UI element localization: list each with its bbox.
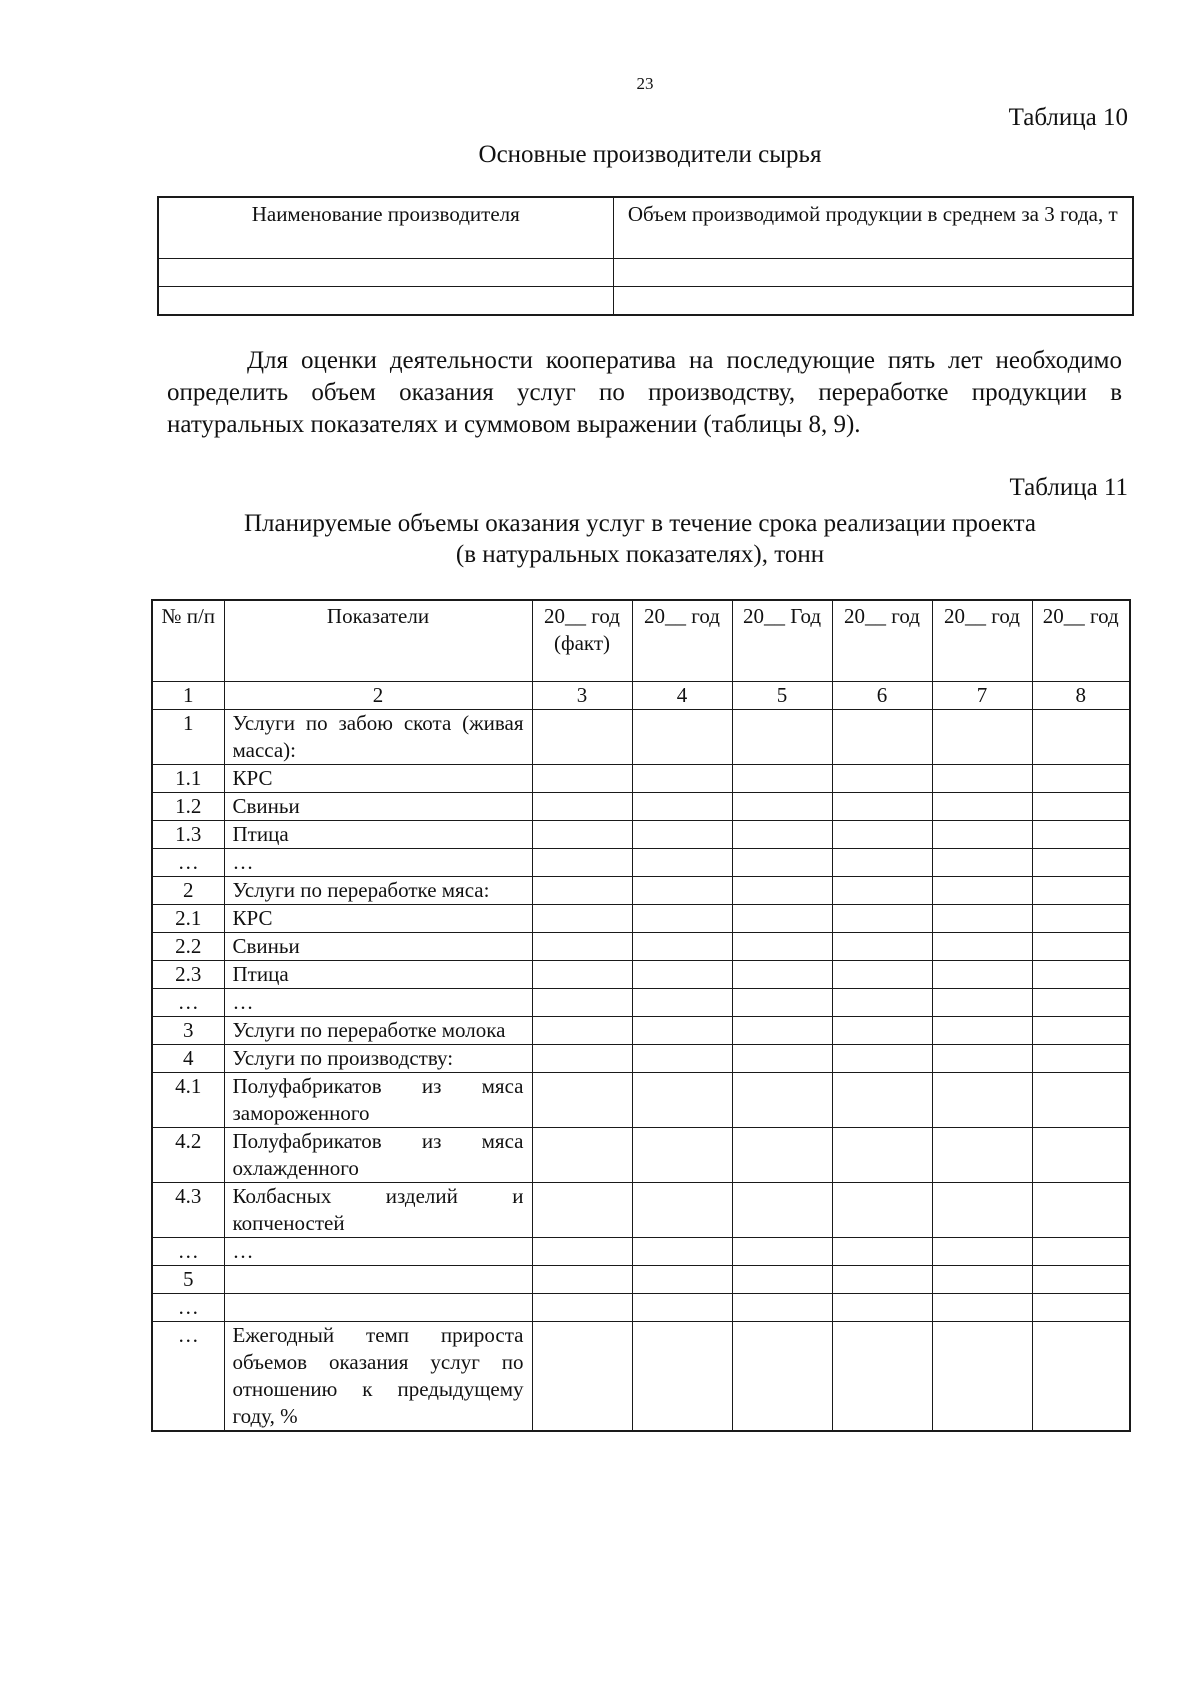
row-number-cell: 4.1 [152, 1073, 224, 1128]
table-10-empty-cell [613, 259, 1133, 287]
table-10-empty-cell [158, 259, 613, 287]
table-row [152, 1017, 1130, 1045]
row-value-cell [732, 710, 832, 765]
row-value-cell [532, 710, 632, 765]
row-value-cell [532, 1045, 632, 1073]
table-row [152, 1322, 1130, 1432]
table-11-column-number-row [152, 682, 1130, 710]
row-value-cell [632, 1045, 732, 1073]
column-number-cell: 5 [732, 682, 832, 710]
row-number-cell: 4.3 [152, 1183, 224, 1238]
column-number-cell: 3 [532, 682, 632, 710]
row-value-cell [1032, 1045, 1130, 1073]
row-value-cell [932, 961, 1032, 989]
row-value-cell [932, 1322, 1032, 1432]
row-value-cell [632, 793, 732, 821]
row-value-cell [832, 710, 932, 765]
row-value-cell [932, 1017, 1032, 1045]
table-10-empty-row [158, 259, 1133, 287]
row-indicator-cell: Птица [224, 821, 532, 849]
row-value-cell [932, 1266, 1032, 1294]
row-number-cell: … [152, 1322, 224, 1432]
row-indicator-cell: Свиньи [224, 933, 532, 961]
table-11-title [150, 508, 1130, 570]
row-value-cell [832, 793, 932, 821]
row-value-cell [932, 1045, 1032, 1073]
table-10-empty-cell [158, 287, 613, 316]
row-value-cell [1032, 905, 1130, 933]
table-10-empty-cell [613, 287, 1133, 316]
row-number-cell: 2 [152, 877, 224, 905]
row-value-cell [532, 933, 632, 961]
row-value-cell [932, 793, 1032, 821]
header-year-cell: 20__ год [832, 600, 932, 682]
row-value-cell [732, 877, 832, 905]
row-value-cell [632, 1266, 732, 1294]
row-value-cell [632, 877, 732, 905]
row-value-cell [1032, 1017, 1130, 1045]
table-11-header-row [152, 600, 1130, 682]
row-value-cell [532, 821, 632, 849]
table-10-header-cell: Наименование производителя [158, 197, 613, 259]
row-indicator-cell: КРС [224, 905, 532, 933]
row-value-cell [632, 933, 732, 961]
row-indicator-cell: Услуги по переработке мяса: [224, 877, 532, 905]
column-number-cell: 7 [932, 682, 1032, 710]
row-indicator-cell: … [224, 849, 532, 877]
row-value-cell [932, 1238, 1032, 1266]
row-value-cell [632, 1238, 732, 1266]
row-value-cell [932, 905, 1032, 933]
row-value-cell [732, 1238, 832, 1266]
row-indicator-cell: … [224, 989, 532, 1017]
row-indicator-cell: Свиньи [224, 793, 532, 821]
row-value-cell [632, 849, 732, 877]
row-value-cell [532, 989, 632, 1017]
row-value-cell [832, 961, 932, 989]
row-number-cell: … [152, 849, 224, 877]
row-value-cell [832, 849, 932, 877]
table-10-empty-row [158, 287, 1133, 316]
row-value-cell [1032, 849, 1130, 877]
column-number-cell: 4 [632, 682, 732, 710]
row-value-cell [832, 1017, 932, 1045]
table-row [152, 961, 1130, 989]
row-value-cell [832, 1045, 932, 1073]
row-value-cell [932, 933, 1032, 961]
table-row [152, 849, 1130, 877]
row-number-cell: … [152, 1294, 224, 1322]
row-value-cell [632, 1017, 732, 1045]
row-value-cell [832, 821, 932, 849]
table-row [152, 877, 1130, 905]
row-number-cell: 1.3 [152, 821, 224, 849]
table-row [152, 710, 1130, 765]
row-value-cell [832, 1183, 932, 1238]
row-indicator-cell: Услуги по производству: [224, 1045, 532, 1073]
row-value-cell [832, 765, 932, 793]
row-value-cell [832, 1322, 932, 1432]
row-value-cell [532, 1266, 632, 1294]
row-value-cell [732, 765, 832, 793]
row-value-cell [1032, 1238, 1130, 1266]
row-value-cell [932, 989, 1032, 1017]
row-value-cell [632, 765, 732, 793]
row-value-cell [632, 821, 732, 849]
row-value-cell [532, 961, 632, 989]
row-value-cell [532, 1183, 632, 1238]
row-indicator-cell: Услуги по забою скота (живая масса): [224, 710, 532, 765]
row-number-cell: 1.2 [152, 793, 224, 821]
row-value-cell [932, 821, 1032, 849]
table-row [152, 905, 1130, 933]
table-11 [151, 599, 1131, 1432]
row-value-cell [732, 1045, 832, 1073]
row-value-cell [532, 1238, 632, 1266]
row-value-cell [632, 961, 732, 989]
row-value-cell [632, 905, 732, 933]
table-row [152, 1073, 1130, 1128]
row-value-cell [1032, 1183, 1130, 1238]
table-row [152, 1238, 1130, 1266]
page-number: 23 [636, 74, 654, 93]
row-value-cell [732, 821, 832, 849]
row-value-cell [932, 1183, 1032, 1238]
row-value-cell [632, 1073, 732, 1128]
table-row [152, 1183, 1130, 1238]
row-value-cell [732, 1266, 832, 1294]
row-value-cell [732, 793, 832, 821]
row-value-cell [1032, 765, 1130, 793]
row-value-cell [832, 989, 932, 1017]
row-number-cell: … [152, 1238, 224, 1266]
table-11-label: Таблица 11 [1009, 474, 1128, 501]
table-row [152, 1294, 1130, 1322]
table-row [152, 765, 1130, 793]
header-year-cell: 20__ год [932, 600, 1032, 682]
row-indicator-cell: Птица [224, 961, 532, 989]
header-year-cell: 20__ год [1032, 600, 1130, 682]
header-year-cell: 20__ год [632, 600, 732, 682]
table-row [152, 989, 1130, 1017]
table-row [152, 1128, 1130, 1183]
row-indicator-cell: Полуфабрикатов из мяса замороженного [224, 1073, 532, 1128]
row-value-cell [1032, 877, 1130, 905]
row-value-cell [1032, 961, 1130, 989]
row-value-cell [832, 877, 932, 905]
header-year-cell: 20__ год (факт) [532, 600, 632, 682]
row-value-cell [532, 1017, 632, 1045]
row-number-cell: 2.2 [152, 933, 224, 961]
row-indicator-cell: Ежегодный темп прироста объемов оказания услуг по отношению к предыдущему году, % [224, 1322, 532, 1432]
row-number-cell: 1 [152, 710, 224, 765]
column-number-cell: 8 [1032, 682, 1130, 710]
table-row [152, 793, 1130, 821]
row-value-cell [532, 877, 632, 905]
row-value-cell [832, 1238, 932, 1266]
row-value-cell [1032, 710, 1130, 765]
row-value-cell [532, 765, 632, 793]
row-value-cell [1032, 793, 1130, 821]
row-value-cell [732, 1017, 832, 1045]
row-value-cell [1032, 1128, 1130, 1183]
header-indicator-cell: Показатели [224, 600, 532, 682]
row-number-cell: 2.1 [152, 905, 224, 933]
row-value-cell [1032, 821, 1130, 849]
row-value-cell [732, 1294, 832, 1322]
row-value-cell [732, 989, 832, 1017]
header-year-cell: 20__ Год [732, 600, 832, 682]
row-value-cell [932, 1294, 1032, 1322]
table-10-title: Основные производители сырья [478, 141, 822, 168]
row-value-cell [532, 1128, 632, 1183]
row-value-cell [832, 1073, 932, 1128]
row-value-cell [832, 905, 932, 933]
row-value-cell [932, 1073, 1032, 1128]
table-10-header-row [158, 197, 1133, 259]
row-value-cell [732, 1073, 832, 1128]
table-row [152, 1266, 1130, 1294]
row-number-cell: … [152, 989, 224, 1017]
table-11-title-line-1: Планируемые объемы оказания услуг в течение срока реализации проекта [244, 510, 1036, 537]
row-indicator-cell: Колбасных изделий и копченостей [224, 1183, 532, 1238]
row-number-cell: 4 [152, 1045, 224, 1073]
table-10-label: Таблица 10 [1008, 104, 1128, 131]
table-11-title-line-2: (в натуральных показателях), тонн [455, 541, 825, 568]
row-indicator-cell: Услуги по переработке молока [224, 1017, 532, 1045]
row-value-cell [532, 849, 632, 877]
table-10 [157, 196, 1134, 316]
row-number-cell: 2.3 [152, 961, 224, 989]
row-value-cell [632, 1183, 732, 1238]
row-value-cell [1032, 1266, 1130, 1294]
row-value-cell [732, 1183, 832, 1238]
row-value-cell [732, 905, 832, 933]
row-number-cell: 4.2 [152, 1128, 224, 1183]
column-number-cell: 6 [832, 682, 932, 710]
row-number-cell: 3 [152, 1017, 224, 1045]
row-value-cell [832, 1294, 932, 1322]
row-value-cell [932, 849, 1032, 877]
row-value-cell [932, 765, 1032, 793]
row-indicator-cell: Полуфабрикатов из мяса охлажденного [224, 1128, 532, 1183]
row-value-cell [632, 1128, 732, 1183]
row-value-cell [632, 989, 732, 1017]
row-value-cell [832, 933, 932, 961]
row-indicator-cell [224, 1294, 532, 1322]
row-indicator-cell: КРС [224, 765, 532, 793]
row-value-cell [532, 1322, 632, 1432]
table-row [152, 933, 1130, 961]
row-value-cell [932, 710, 1032, 765]
row-value-cell [632, 1294, 732, 1322]
column-number-cell: 1 [152, 682, 224, 710]
row-indicator-cell: … [224, 1238, 532, 1266]
row-value-cell [532, 1294, 632, 1322]
row-number-cell: 1.1 [152, 765, 224, 793]
table-row [152, 1045, 1130, 1073]
column-number-cell: 2 [224, 682, 532, 710]
row-value-cell [1032, 989, 1130, 1017]
row-value-cell [532, 1073, 632, 1128]
row-indicator-cell [224, 1266, 532, 1294]
row-value-cell [1032, 1294, 1130, 1322]
row-value-cell [732, 1322, 832, 1432]
row-number-cell: 5 [152, 1266, 224, 1294]
row-value-cell [932, 1128, 1032, 1183]
row-value-cell [532, 905, 632, 933]
row-value-cell [932, 877, 1032, 905]
row-value-cell [732, 1128, 832, 1183]
header-no-cell: № п/п [152, 600, 224, 682]
row-value-cell [832, 1128, 932, 1183]
table-row [152, 821, 1130, 849]
row-value-cell [832, 1266, 932, 1294]
table-10-header-cell: Объем производимой продукции в среднем за 3 года, т [613, 197, 1133, 259]
row-value-cell [1032, 1322, 1130, 1432]
row-value-cell [732, 961, 832, 989]
row-value-cell [632, 710, 732, 765]
row-value-cell [532, 793, 632, 821]
row-value-cell [1032, 1073, 1130, 1128]
row-value-cell [732, 933, 832, 961]
row-value-cell [732, 849, 832, 877]
row-value-cell [632, 1322, 732, 1432]
body-paragraph: Для оценки деятельности кооператива на последующие пять лет необходимо определить объем оказания услуг по производству, переработке продукции в натуральных показателях и суммовом выражении (таблицы 8, 9). [167, 347, 1122, 438]
row-value-cell [1032, 933, 1130, 961]
